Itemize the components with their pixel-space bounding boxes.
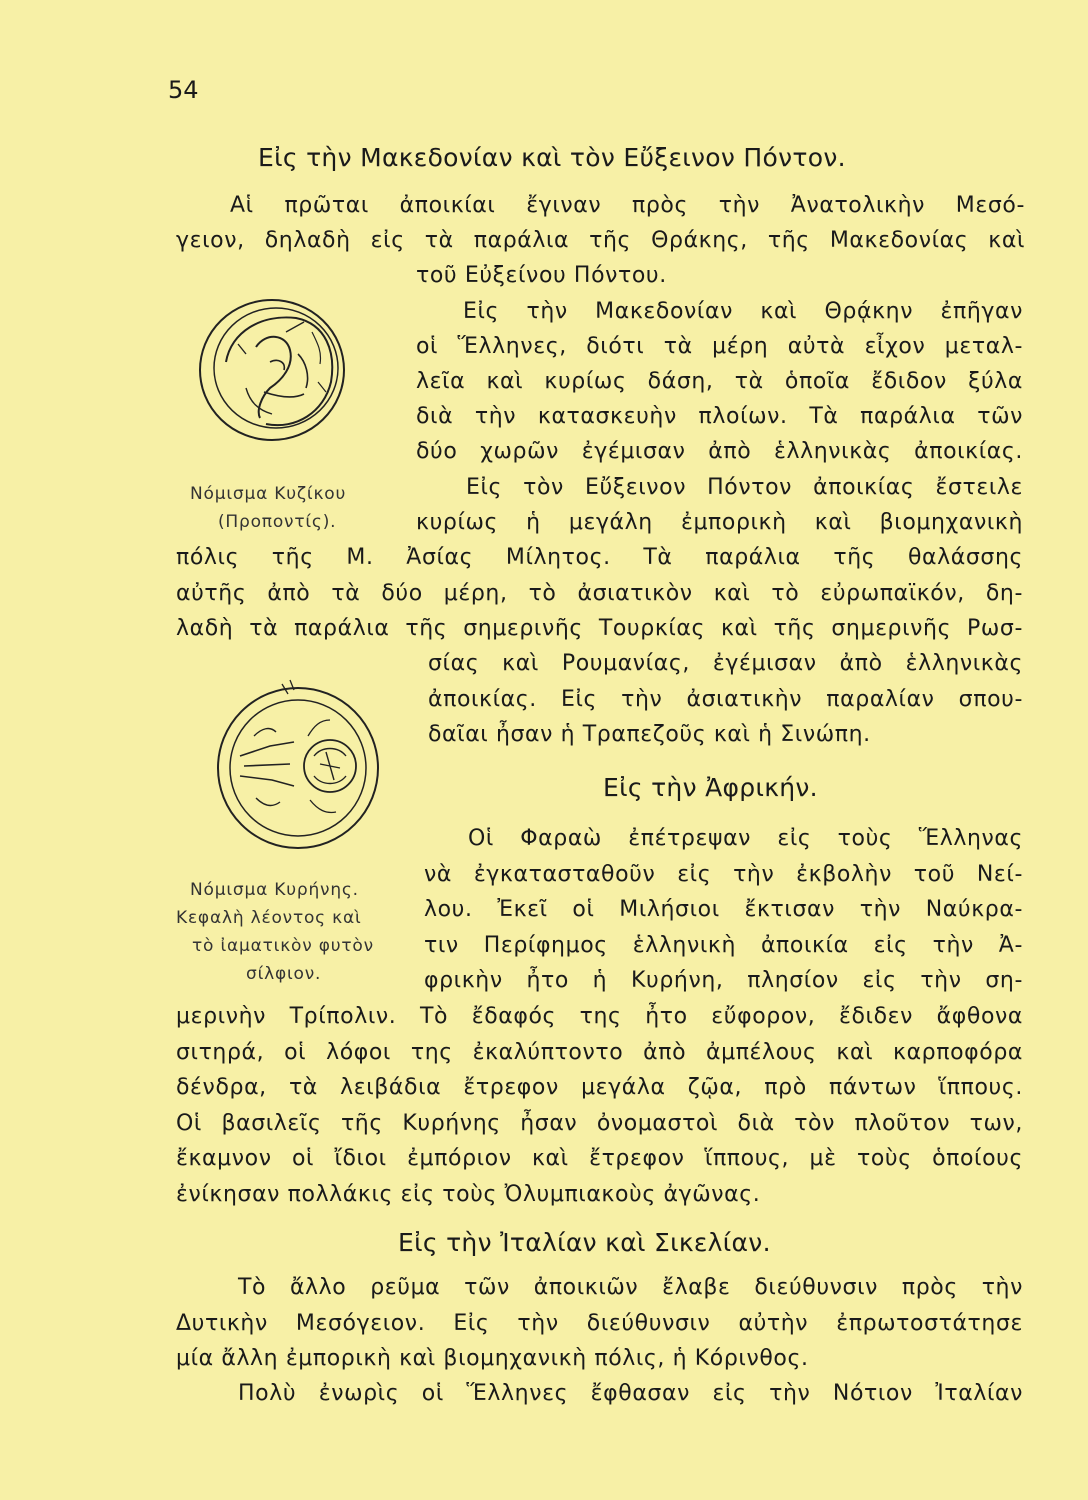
text-line: Δυτικὴν Μεσόγειον. Εἰς τὴν διεύθυνσιν αὐτὴν ἐπρωτοστάτησε — [176, 1311, 1023, 1336]
coin-kyrene-caption: τὸ ἰαματικὸν φυτὸν — [192, 936, 374, 956]
text-line: Εἰς τὴν Μακεδονίαν καὶ Θρᾴκην ἐπῆγαν — [463, 299, 1023, 324]
text-line: φρικὴν ἦτο ἡ Κυρήνη, πλησίον εἰς τὴν ση- — [424, 968, 1023, 993]
coin-kyzikos-caption: (Προποντίς). — [218, 512, 337, 532]
text-line: Οἱ βασιλεῖς τῆς Κυρήνης ἦσαν ὀνομαστοὶ διὰ τὸν πλοῦτον των, — [176, 1111, 1023, 1136]
text-line: οἱ Ἕλληνες, διότι τὰ μέρη αὐτὰ εἶχον μεταλ- — [416, 334, 1023, 359]
text-line: κυρίως ἡ μεγάλη ἐμπορικὴ καὶ βιομηχανικὴ — [416, 510, 1023, 535]
coin-kyrene-caption: Κεφαλὴ λέοντος καὶ — [176, 908, 362, 928]
text-line: Τὸ ἄλλο ρεῦμα τῶν ἀποικιῶν ἔλαβε διεύθυνσιν πρὸς τὴν — [238, 1275, 1023, 1300]
text-line: ἐνίκησαν πολλάκις εἰς τοὺς Ὀλυμπιακοὺς ἀγῶνας. — [176, 1182, 761, 1207]
text-line: πόλις τῆς Μ. Ἀσίας Μίλητος. Τὰ παράλια τῆς θαλάσσης — [176, 545, 1023, 570]
coin-kyzikos-image — [186, 292, 366, 452]
text-line: γειον, δηλαδὴ εἰς τὰ παράλια τῆς Θράκης, τῆς Μακεδονίας καὶ — [176, 228, 1025, 253]
text-line: τιν Περίφημος ἑλληνικὴ ἀποικία εἰς τὴν Ἀ- — [424, 933, 1023, 958]
text-line: λου. Ἐκεῖ οἱ Μιλήσιοι ἔκτισαν τὴν Ναύκρα- — [424, 897, 1023, 922]
section-heading-italy: Εἰς τὴν Ἰταλίαν καὶ Σικελίαν. — [398, 1228, 771, 1257]
text-line: ἀποικίας. Εἰς τὴν ἀσιατικὴν παραλίαν σπου- — [428, 687, 1023, 712]
coin-kyzikos-caption: Νόμισμα Κυζίκου — [190, 484, 347, 504]
text-line: Αἱ πρῶται ἀποικίαι ἔγιναν πρὸς τὴν Ἀνατολικὴν Μεσό- — [230, 193, 1025, 218]
text-line: διὰ τὴν κατασκευὴν πλοίων. Τὰ παράλια τῶν — [416, 404, 1023, 429]
text-line: Εἰς τὸν Εὔξεινον Πόντον ἀποικίας ἔστειλε — [466, 475, 1023, 500]
text-line: Πολὺ ἐνωρὶς οἱ Ἕλληνες ἔφθασαν εἰς τὴν Νότιον Ἰταλίαν — [238, 1381, 1023, 1406]
text-line: δύο χωρῶν ἐγέμισαν ἀπὸ ἑλληνικὰς ἀποικίας. — [416, 439, 1023, 464]
page-number: 54 — [168, 76, 199, 104]
section-heading-africa: Εἰς τὴν Ἀφρικήν. — [603, 773, 818, 802]
text-line: Οἱ Φαραὼ ἐπέτρεψαν εἰς τοὺς Ἕλληνας — [468, 826, 1023, 851]
text-line: δένδρα, τὰ λειβάδια ἔτρεφον μεγάλα ζῷα, πρὸ πάντων ἵππους. — [176, 1075, 1023, 1100]
text-line: λαδὴ τὰ παράλια τῆς σημερινῆς Τουρκίας καὶ τῆς σημερινῆς Ρωσ- — [176, 616, 1023, 641]
text-line: δαῖαι ἦσαν ἡ Τραπεζοῦς καὶ ἡ Σινώπη. — [428, 722, 871, 747]
text-line: νὰ ἐγκατασταθοῦν εἰς τὴν ἐκβολὴν τοῦ Νεί- — [424, 862, 1023, 887]
text-line: ἔκαμνον οἱ ἴδιοι ἐμπόριον καὶ ἔτρεφον ἵππους, μὲ τοὺς ὁποίους — [176, 1146, 1023, 1171]
text-line: μία ἄλλη ἐμπορικὴ καὶ βιομηχανικὴ πόλις, ἡ Κόρινθος. — [176, 1346, 809, 1371]
coin-kyrene-caption: σίλφιον. — [246, 964, 322, 984]
coin-kyrene-caption: Νόμισμα Κυρήνης. — [190, 880, 359, 900]
text-line: σιτηρά, οἱ λόφοι της ἐκαλύπτοντο ἀπὸ ἀμπέλους καὶ καρποφόρα — [176, 1040, 1023, 1065]
text-line: τοῦ Εὐξείνου Πόντου. — [416, 263, 667, 288]
text-line: μερινὴν Τρίπολιν. Τὸ ἔδαφός της ἦτο εὔφορον, ἔδιδεν ἄφθονα — [176, 1004, 1023, 1029]
text-line: αὐτῆς ἀπὸ τὰ δύο μέρη, τὸ ἀσιατικὸν καὶ τὸ εὐρωπαϊκόν, δη- — [176, 581, 1023, 606]
text-line: λεῖα καὶ κυρίως δάση, τὰ ὁποῖα ἔδιδον ξύλα — [416, 369, 1023, 394]
coin-kyrene-image — [210, 676, 386, 856]
text-line: σίας καὶ Ρουμανίας, ἐγέμισαν ἀπὸ ἑλληνικὰς — [428, 651, 1023, 676]
section-heading-macedonia: Εἰς τὴν Μακεδονίαν καὶ τὸν Εὔξεινον Πόντον. — [258, 143, 846, 172]
